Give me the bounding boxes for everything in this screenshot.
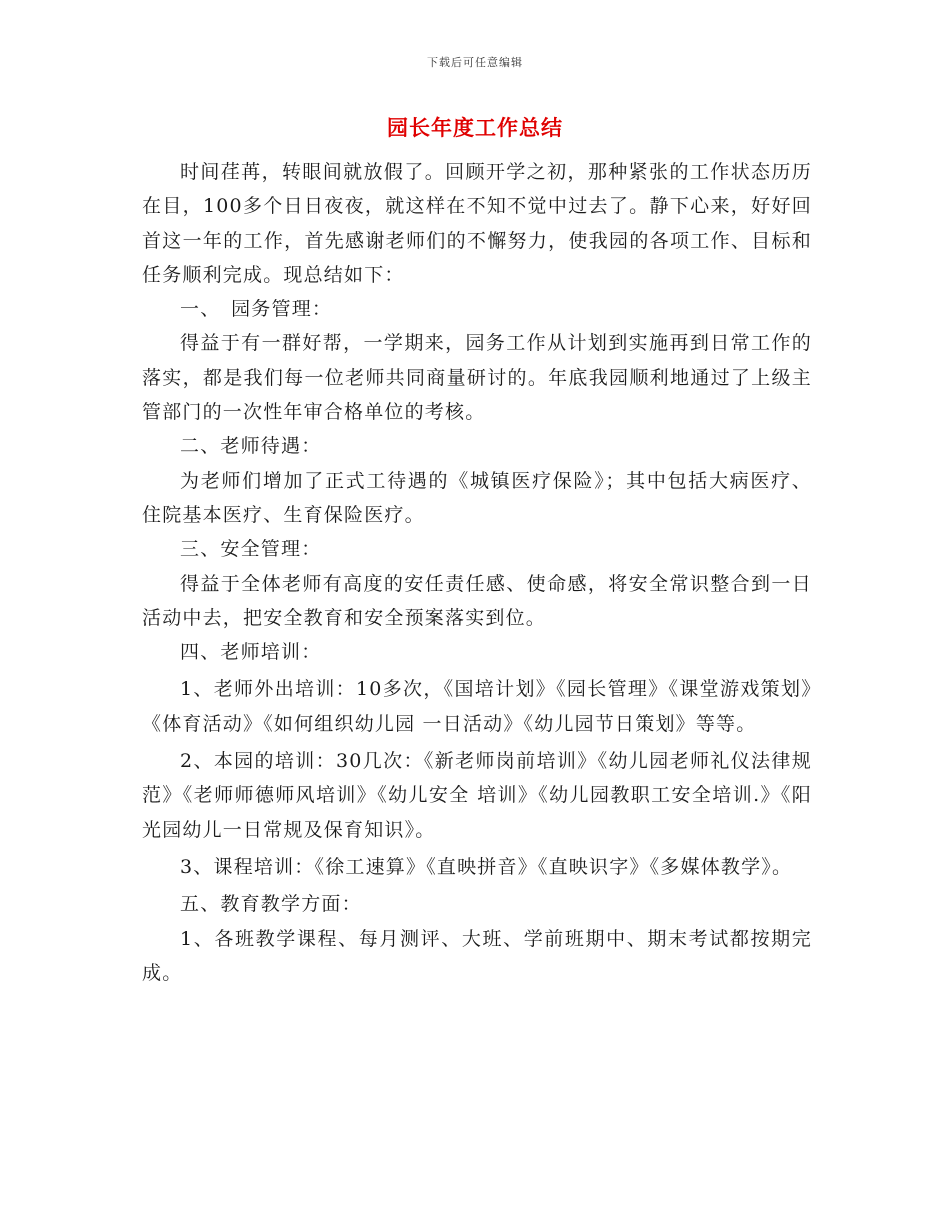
document-body <box>142 155 812 990</box>
paragraph: 3、课程培训：《徐工速算》《直映拼音》《直映识字》《多媒体教学》。 <box>180 855 793 878</box>
paragraph: 2、本园的培训：30几次：《新老师岗前培训》《幼儿园老师礼仪法律规范》《老师师德师风培训》《幼儿安全 培训》《幼儿园教职工安全培训.》《阳光园幼儿一日常规及保育知识》。 <box>142 750 812 841</box>
paragraph: 1、各班教学课程、每月测评、大班、学前班期中、期末考试都按期完成。 <box>142 927 812 984</box>
paragraph: 为老师们增加了正式工待遇的《城镇医疗保险》；其中包括大病医疗、住院基本医疗、生育保险医疗。 <box>142 469 812 526</box>
paragraph: 得益于全体老师有高度的安任责任感、使命感，将安全常识整合到一日活动中去，把安全教育和安全预案落实到位。 <box>142 572 812 629</box>
paragraph: 得益于有一群好帮，一学期来，园务工作从计划到实施再到日常工作的落实，都是我们每一位老师共同商量研讨的。年底我园顺利地通过了上级主管部门的一次性年审合格单位的考核。 <box>142 332 812 424</box>
section-heading: 五、教育教学方面： <box>180 893 362 916</box>
section-heading: 一、 园务管理： <box>180 298 333 321</box>
header-note: 下载后可任意编辑 <box>427 56 523 69</box>
section-heading: 四、老师培训： <box>180 641 322 664</box>
paragraph: 1、老师外出培训：10多次，《国培计划》《园长管理》《课堂游戏策划》《体育活动》《如何组织幼儿园 一日活动》《幼儿园节日策划》等等。 <box>142 678 812 735</box>
section-heading: 二、老师待遇： <box>180 435 322 458</box>
document-title: 园长年度工作总结 <box>387 115 563 140</box>
section-heading: 三、安全管理： <box>180 538 322 561</box>
paragraph-intro: 时间荏苒，转眼间就放假了。回顾开学之初，那种紧张的工作状态历历在目，100多个日日夜夜，就这样在不知不觉中过去了。静下心来，好好回首这一年的工作，首先感谢老师们的不懈努力，使我园的各项工作、目标和任务顺利完成。现总结如下： <box>142 161 812 286</box>
